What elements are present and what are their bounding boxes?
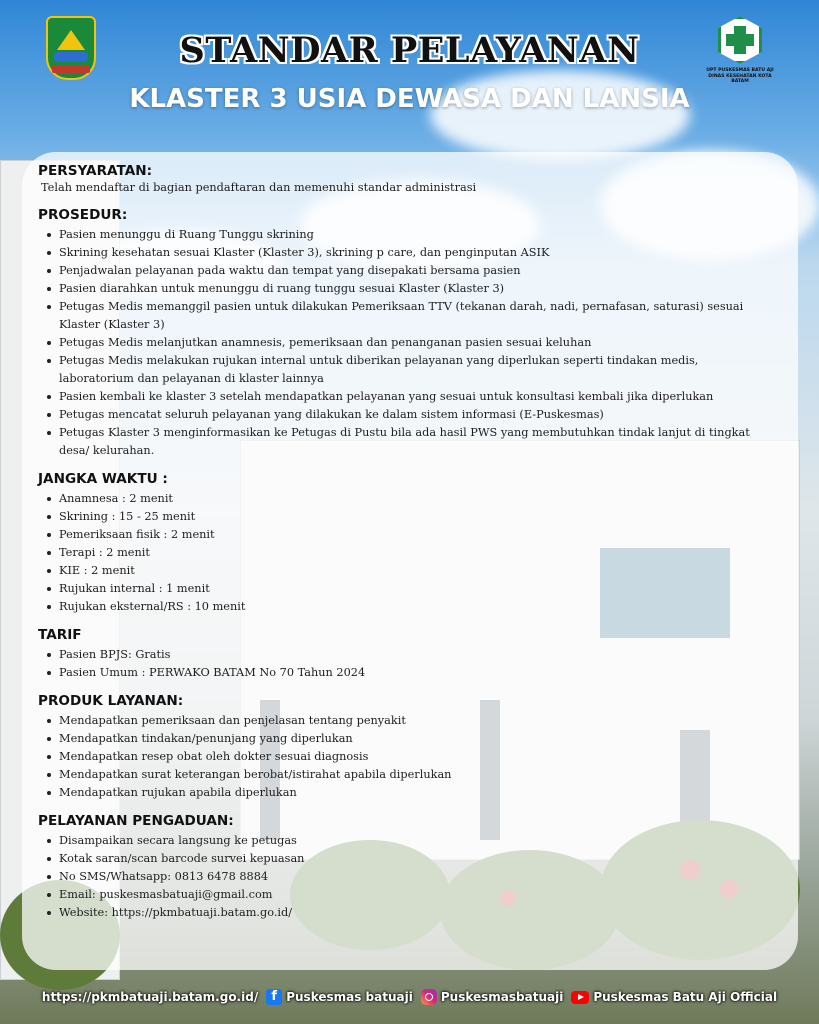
youtube-icon[interactable]	[571, 991, 589, 1004]
footer-instagram-text[interactable]: Puskesmasbatuaji	[440, 990, 564, 1004]
list-item: Mendapatkan rujukan apabila diperlukan	[38, 784, 782, 802]
list-item: Terapi : 2 menit	[38, 544, 782, 562]
list-item: Mendapatkan resep obat oleh dokter sesuai diagnosis	[38, 748, 782, 766]
list-item: Petugas Medis memanggil pasien untuk dilakukan Pemeriksaan TTV (tekanan darah, nadi, pernafasan, saturasi) sesuai Klaster (Klaster 3)	[38, 298, 782, 334]
instagram-icon[interactable]	[421, 989, 437, 1005]
footer-facebook[interactable]	[266, 989, 413, 1005]
footer-website-text[interactable]: https://pkmbatuaji.batam.go.id/	[41, 990, 259, 1004]
list-item: Petugas mencatat seluruh pelayanan yang dilakukan ke dalam sistem informasi (E-Puskesmas)	[38, 406, 782, 424]
list-item: Pasien BPJS: Gratis	[38, 646, 782, 664]
jangka-waktu-title: JANGKA WAKTU :	[38, 471, 168, 487]
list-item: No SMS/Whatsapp: 0813 6478 8884	[38, 868, 782, 886]
page-subtitle: KLASTER 3 USIA DEWASA DAN LANSIA	[129, 84, 690, 114]
list-item: Mendapatkan pemeriksaan dan penjelasan tentang penyakit	[38, 712, 782, 730]
list-item: Email: puskesmasbatuaji@gmail.com	[38, 886, 782, 904]
facebook-icon[interactable]: f	[266, 989, 282, 1005]
tarif-title: TARIF	[38, 627, 82, 643]
list-item: Website: https://pkmbatuaji.batam.go.id/	[38, 904, 782, 922]
pengaduan-title: PELAYANAN PENGADUAN:	[38, 813, 234, 829]
header	[0, 0, 819, 140]
list-item: KIE : 2 menit	[38, 562, 782, 580]
tarif-list	[38, 646, 782, 682]
list-item: Petugas Medis melanjutkan anamnesis, pemeriksaan dan penanganan pasien sesuai keluhan	[38, 334, 782, 352]
list-item: Skrining kesehatan sesuai Klaster (Klaster 3), skrining p care, dan penginputan ASIK	[38, 244, 782, 262]
list-item: Mendapatkan surat keterangan berobat/istirahat apabila diperlukan	[38, 766, 782, 784]
content-card	[22, 152, 798, 970]
list-item: Rujukan internal : 1 menit	[38, 580, 782, 598]
list-item: Pasien Umum : PERWAKO BATAM No 70 Tahun 2024	[38, 664, 782, 682]
list-item: Pasien menunggu di Ruang Tunggu skrining	[38, 226, 782, 244]
footer-instagram[interactable]	[421, 989, 563, 1005]
footer-website[interactable]	[42, 990, 258, 1004]
list-item: Kotak saran/scan barcode survei kepuasan	[38, 850, 782, 868]
list-item: Mendapatkan tindakan/penunjang yang diperlukan	[38, 730, 782, 748]
footer-youtube-text[interactable]: Puskesmas Batu Aji Official	[593, 990, 778, 1004]
list-item: Pasien diarahkan untuk menunggu di ruang tunggu sesuai Klaster (Klaster 3)	[38, 280, 782, 298]
list-item: Anamnesa : 2 menit	[38, 490, 782, 508]
list-item: Penjadwalan pelayanan pada waktu dan tempat yang disepakati bersama pasien	[38, 262, 782, 280]
produk-layanan-list	[38, 712, 782, 802]
jangka-waktu-list	[38, 490, 782, 616]
list-item: Rujukan eksternal/RS : 10 menit	[38, 598, 782, 616]
list-item: Skrining : 15 - 25 menit	[38, 508, 782, 526]
logo-caption-line2: DINAS KESEHATAN KOTA BATAM	[708, 73, 772, 84]
logo-caption-line1: UPT PUSKESMAS BATU AJI	[706, 68, 774, 73]
persyaratan-title: PERSYARATAN:	[38, 163, 153, 179]
list-item: Petugas Klaster 3 menginformasikan ke Petugas di Pustu bila ada hasil PWS yang membutuhkan tindak lanjut di tingkat desa/ kelurahan.	[38, 424, 782, 460]
list-item: Pasien kembali ke klaster 3 setelah mendapatkan pelayanan yang sesuai untuk konsultasi kembali jika diperlukan	[38, 388, 782, 406]
footer	[0, 980, 819, 1014]
page-title: STANDAR PELAYANAN	[179, 30, 640, 71]
prosedur-title: PROSEDUR:	[38, 207, 128, 223]
pengaduan-list	[38, 832, 782, 922]
list-item: Disampaikan secara langsung ke petugas	[38, 832, 782, 850]
produk-layanan-title: PRODUK LAYANAN:	[38, 693, 184, 709]
prosedur-list	[38, 226, 782, 460]
list-item: Petugas Medis melakukan rujukan internal untuk diberikan pelayanan yang diperlukan seperti tindakan medis, laboratorium dan pelayanan di klaster lainnya	[38, 352, 782, 388]
persyaratan-text: Telah mendaftar di bagian pendaftaran dan memenuhi standar administrasi	[41, 181, 477, 194]
footer-facebook-text[interactable]: Puskesmas batuaji	[286, 990, 413, 1004]
list-item: Pemeriksaan fisik : 2 menit	[38, 526, 782, 544]
footer-youtube[interactable]	[571, 990, 777, 1004]
